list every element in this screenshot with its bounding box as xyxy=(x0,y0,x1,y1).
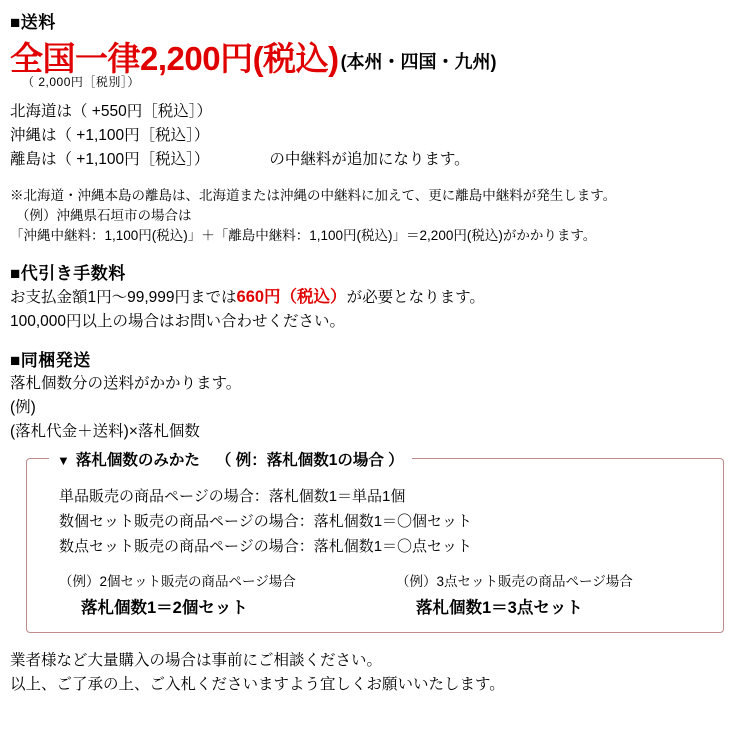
panel-title-example: （ 例：落札個数1の場合 ） xyxy=(215,452,404,470)
shipping-price-main: 全国一律2,200円(税込) xyxy=(10,40,339,78)
bundle-section xyxy=(10,350,740,444)
remote-island-note-example-1: （例）沖縄県石垣市の場合は xyxy=(16,208,192,224)
example-2-piece-set-caption: （例）2個セット販売の商品ページ場合 xyxy=(59,573,296,589)
cod-fee-prefix: お支払金額1円～99,999円までは xyxy=(10,288,237,306)
shipping-price-tax-excluded: （ 2,000円［税別］） xyxy=(22,74,140,89)
winning-count-rules xyxy=(41,485,709,559)
winning-count-panel-title xyxy=(49,448,412,470)
region-surcharge-note: の中継料が追加になります。 xyxy=(269,150,470,168)
shipping-region-scope: (本州・四国・九州) xyxy=(340,51,497,72)
cod-fee-amount: 660円（税込） xyxy=(236,287,347,306)
rule-multi-point-set: 数点セット販売の商品ページの場合：落札個数1＝〇点セット xyxy=(59,537,473,555)
winning-count-examples xyxy=(41,570,709,618)
rule-single-item: 単品販売の商品ページの場合：落札個数1＝単品1個 xyxy=(59,488,406,506)
region-row-hokkaido xyxy=(10,100,740,124)
region-surcharge-list xyxy=(10,100,740,172)
example-3-point-set xyxy=(384,570,709,618)
caret-down-icon: ▼ xyxy=(57,453,70,469)
region-row-okinawa xyxy=(10,124,740,148)
cod-fee-suffix: が必要となります。 xyxy=(346,288,485,306)
region-row-remote-islands xyxy=(10,148,740,172)
bundle-line-2: (例) xyxy=(10,399,36,417)
region-label-hokkaido: 北海道は（ +550円［税込］） xyxy=(10,102,212,120)
footer-line-1: 業者様など大量購入の場合は事前にご相談ください。 xyxy=(10,651,383,669)
bundle-line-1: 落札個数分の送料がかかります。 xyxy=(10,375,242,393)
remote-island-note-example-2: 「沖縄中継料：1,100円(税込)」＋「離島中継料：1,100円(税込)」＝2,200円(税込)がかかります。 xyxy=(10,228,597,244)
cod-section xyxy=(10,263,740,335)
cod-fee-line xyxy=(10,285,740,311)
shipping-headline xyxy=(10,42,740,77)
winning-count-panel xyxy=(26,452,724,632)
cod-large-amount-line: 100,000円以上の場合はお問い合わせください。 xyxy=(10,313,346,331)
example-2-piece-set xyxy=(59,570,384,618)
panel-title-text: 落札個数のみかた xyxy=(75,452,200,470)
example-2-piece-set-value: 落札個数1＝2個セット xyxy=(81,598,248,617)
cod-heading: ■代引き手数料 xyxy=(10,263,126,283)
remote-island-note-main: ※北海道・沖縄本島の離島は、北海道または沖縄の中継料に加えて、更に離島中継料が発生します。 xyxy=(10,187,617,203)
region-label-okinawa: 沖縄は（ +1,100円［税込］） xyxy=(10,126,210,144)
footer-line-2: 以上、ご了承の上、ご入札くださいますよう宜しくお願いいたします。 xyxy=(10,676,505,694)
remote-island-note xyxy=(10,186,740,247)
example-3-point-set-caption: （例）3点セット販売の商品ページ場合 xyxy=(396,573,633,589)
bundle-line-3: (落札代金＋送料)×落札個数 xyxy=(10,423,200,441)
bundle-heading: ■同梱発送 xyxy=(10,351,91,371)
region-label-remote-islands: 離島は（ +1,100円［税込］） xyxy=(10,150,210,168)
shipping-heading: ■送料 xyxy=(10,13,56,32)
rule-multi-piece-set: 数個セット販売の商品ページの場合：落札個数1＝〇個セット xyxy=(59,513,473,531)
example-3-point-set-value: 落札個数1＝3点セット xyxy=(416,598,583,617)
footer-notes xyxy=(10,649,740,699)
